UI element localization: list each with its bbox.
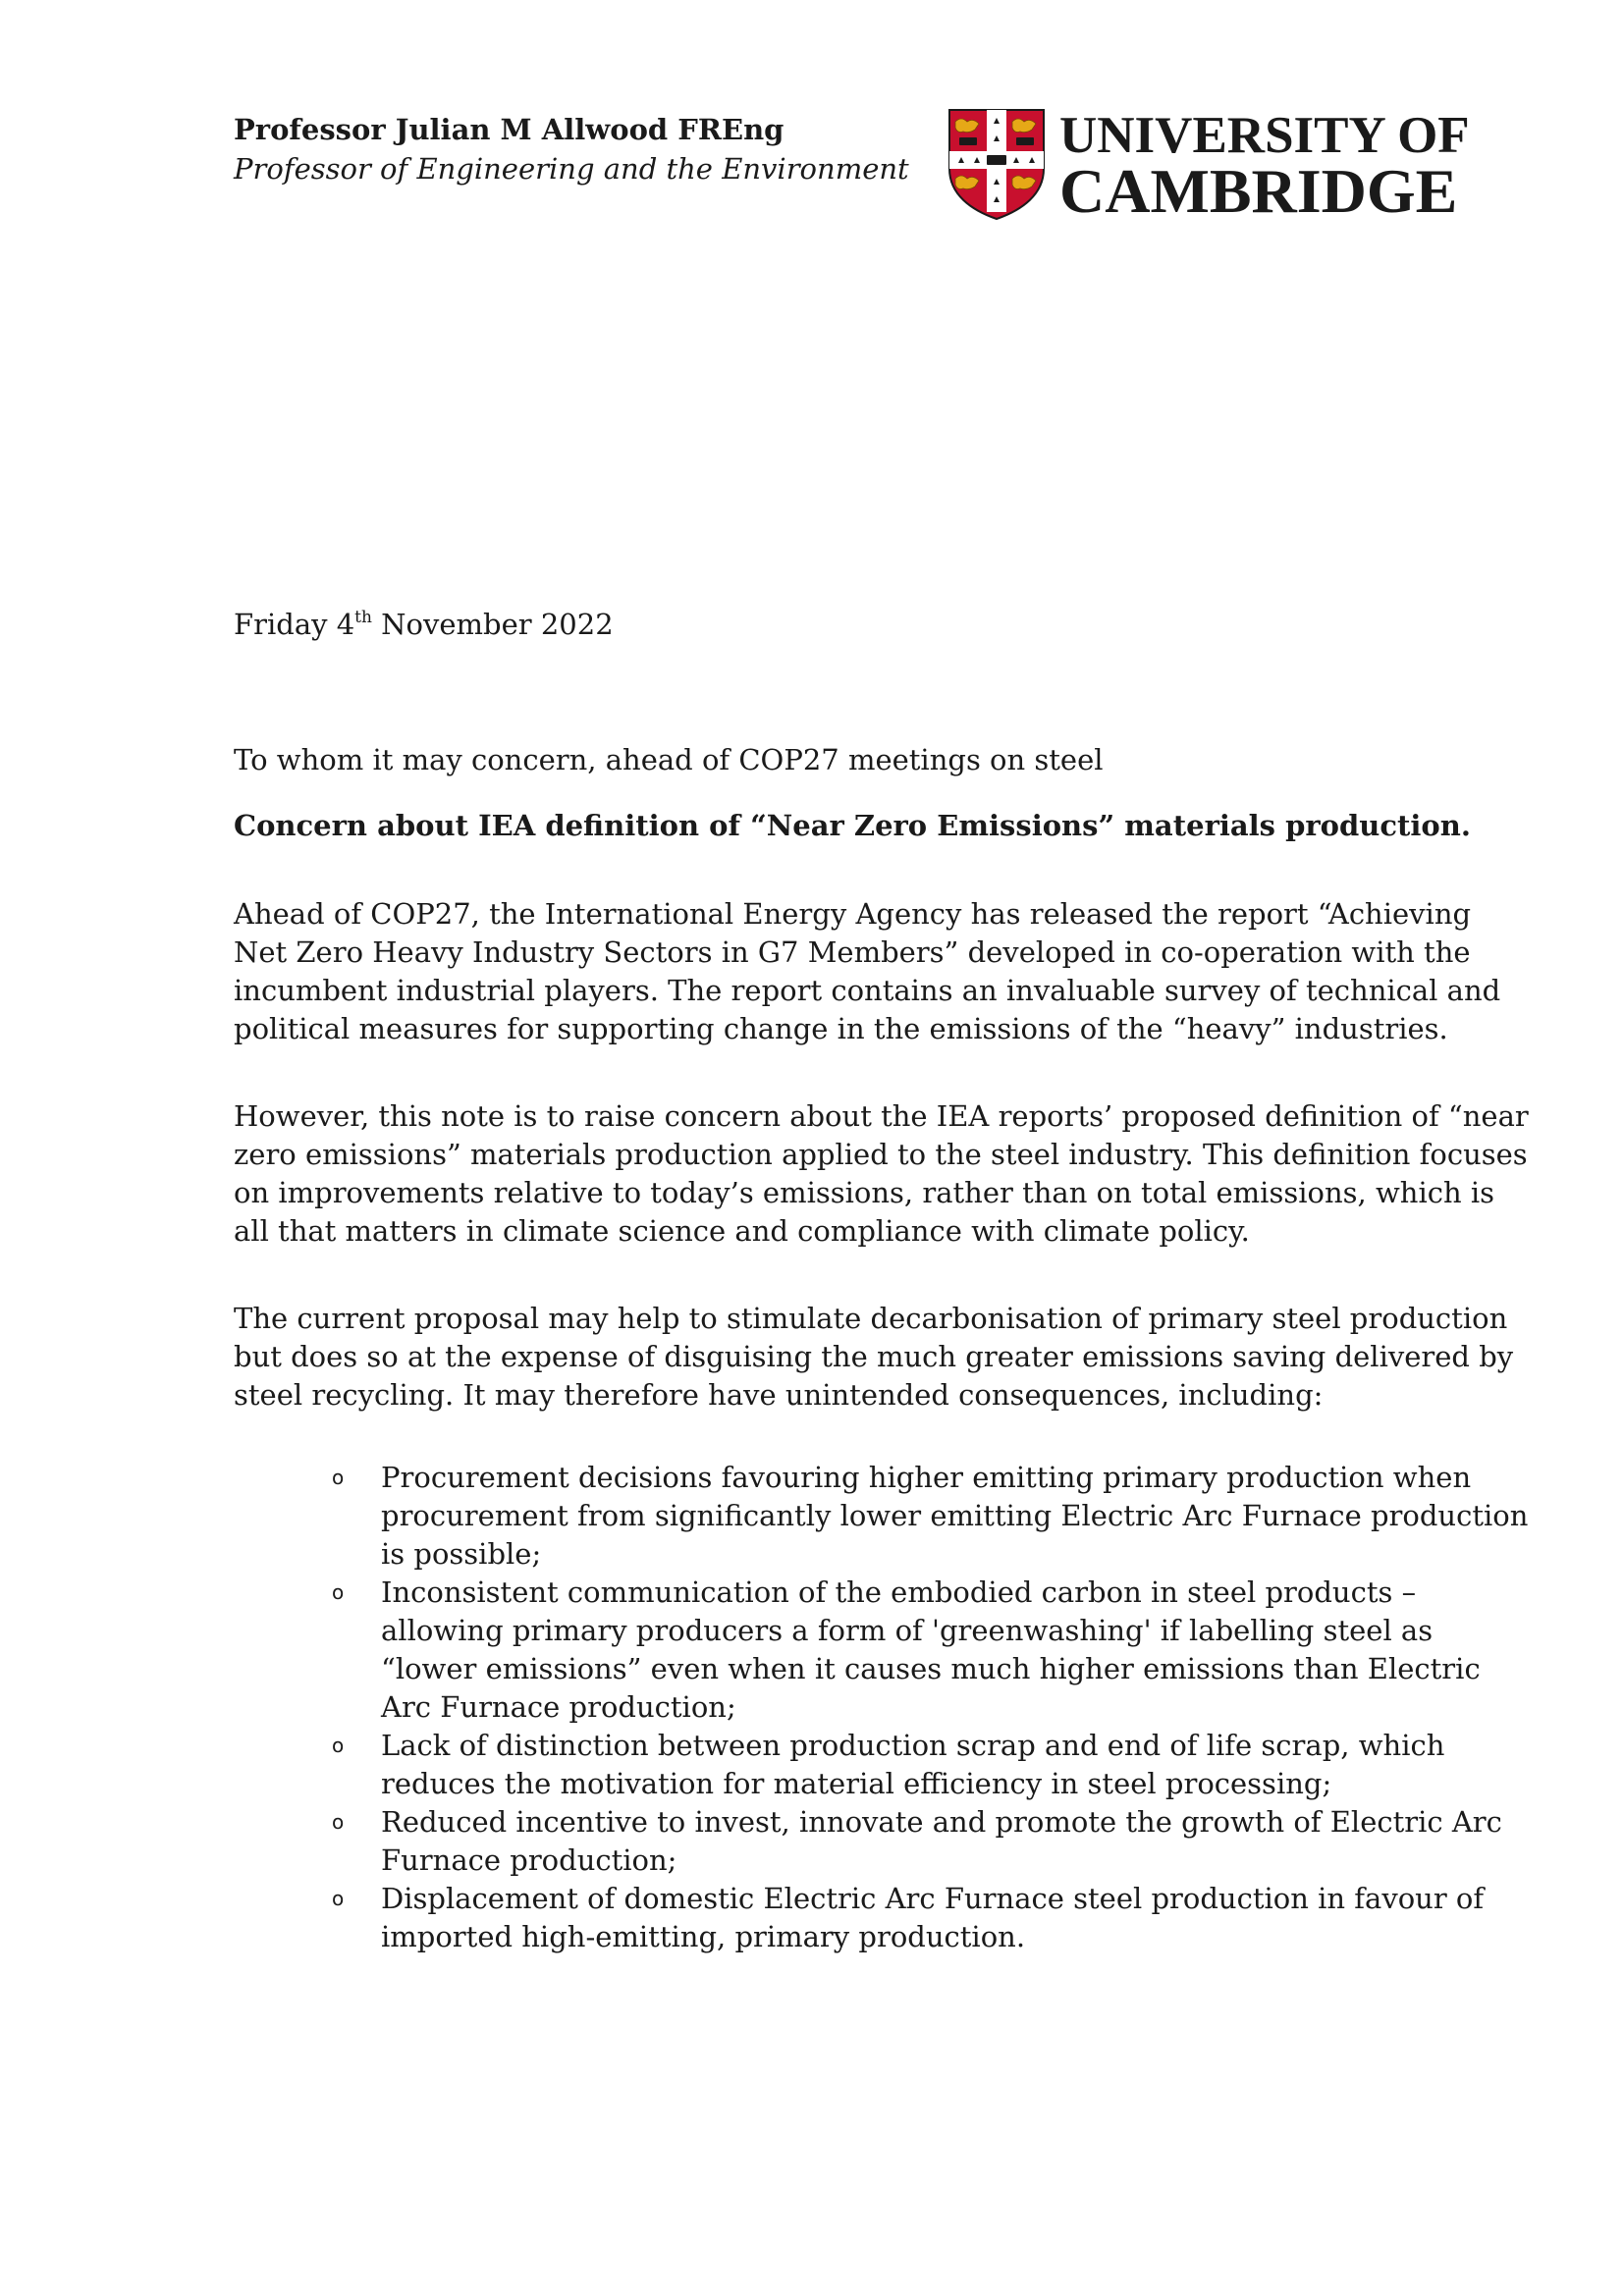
list-item-text: Lack of distinction between production scrap and end of life scrap, which reduces the motivation for material efficiency in steel processing; xyxy=(381,1729,1445,1800)
list-item-text: Reduced incentive to invest, innovate and promote the growth of Electric Arc Furnace production; xyxy=(381,1805,1502,1877)
author-title: Professor of Engineering and the Environment xyxy=(234,152,909,186)
list-item-text: Inconsistent communication of the embodied carbon in steel products – allowing primary producers a form of 'greenwashing' if labelling steel as “lower emissions” even when it causes much higher emissions than Electric Arc Furnace production; xyxy=(381,1575,1481,1724)
list-item-text: Procurement decisions favouring higher emitting primary production when procurement from significantly lower emitting Electric Arc Furnace production is possible; xyxy=(381,1461,1529,1571)
bullet-marker: o xyxy=(332,1466,345,1489)
salutation: To whom it may concern, ahead of COP27 meetings on steel xyxy=(234,743,1104,776)
list-item xyxy=(234,1459,1530,1574)
author-name: Professor Julian M Allwood FREng xyxy=(234,113,784,146)
date-day: Friday 4 xyxy=(234,608,355,641)
date-suffix: th xyxy=(354,608,372,627)
bullet-marker: o xyxy=(332,1887,345,1910)
bullet-marker: o xyxy=(332,1580,345,1604)
subject-line: Concern about IEA definition of “Near Zero Emissions” materials production. xyxy=(234,809,1471,842)
bullet-marker: o xyxy=(332,1734,345,1757)
logo-line-2: CAMBRIDGE xyxy=(1059,156,1458,226)
list-item-text: Displacement of domestic Electric Arc Furnace steel production in favour of imported high-emitting, primary production. xyxy=(381,1882,1485,1953)
bullet-marker: o xyxy=(332,1810,345,1834)
consequences-list xyxy=(234,1459,1530,1956)
university-crest-icon xyxy=(947,108,1046,221)
list-item xyxy=(234,1880,1530,1956)
letterhead-author xyxy=(234,110,921,188)
list-item xyxy=(234,1574,1530,1727)
paragraph: Ahead of COP27, the International Energy Agency has released the report “Achieving Net Zero Heavy Industry Sectors in G7 Members” developed in co-operation with the incumbent industrial players. The report contains an invaluable survey of technical and political measures for supporting change in the emissions of the “heavy” industries. xyxy=(234,897,1501,1045)
university-logo xyxy=(947,107,1470,226)
paragraph: The current proposal may help to stimulate decarbonisation of primary steel production but does so at the expense of disguising the much greater emissions saving delivered by steel recycling. It may therefore have unintended consequences, including: xyxy=(234,1302,1514,1412)
list-item xyxy=(234,1803,1530,1880)
university-wordmark xyxy=(1059,107,1470,226)
logo-line-1: UNIVERSITY OF xyxy=(1059,107,1470,164)
list-item xyxy=(234,1727,1530,1803)
paragraph: However, this note is to raise concern about the IEA reports’ proposed definition of “near zero emissions” materials production applied to the steel industry. This definition focuses on improvements relative to today’s emissions, rather than on total emissions, which is all that matters in climate science and compliance with climate policy. xyxy=(234,1099,1529,1248)
date-rest: November 2022 xyxy=(371,608,614,641)
letter-date xyxy=(234,606,1530,644)
